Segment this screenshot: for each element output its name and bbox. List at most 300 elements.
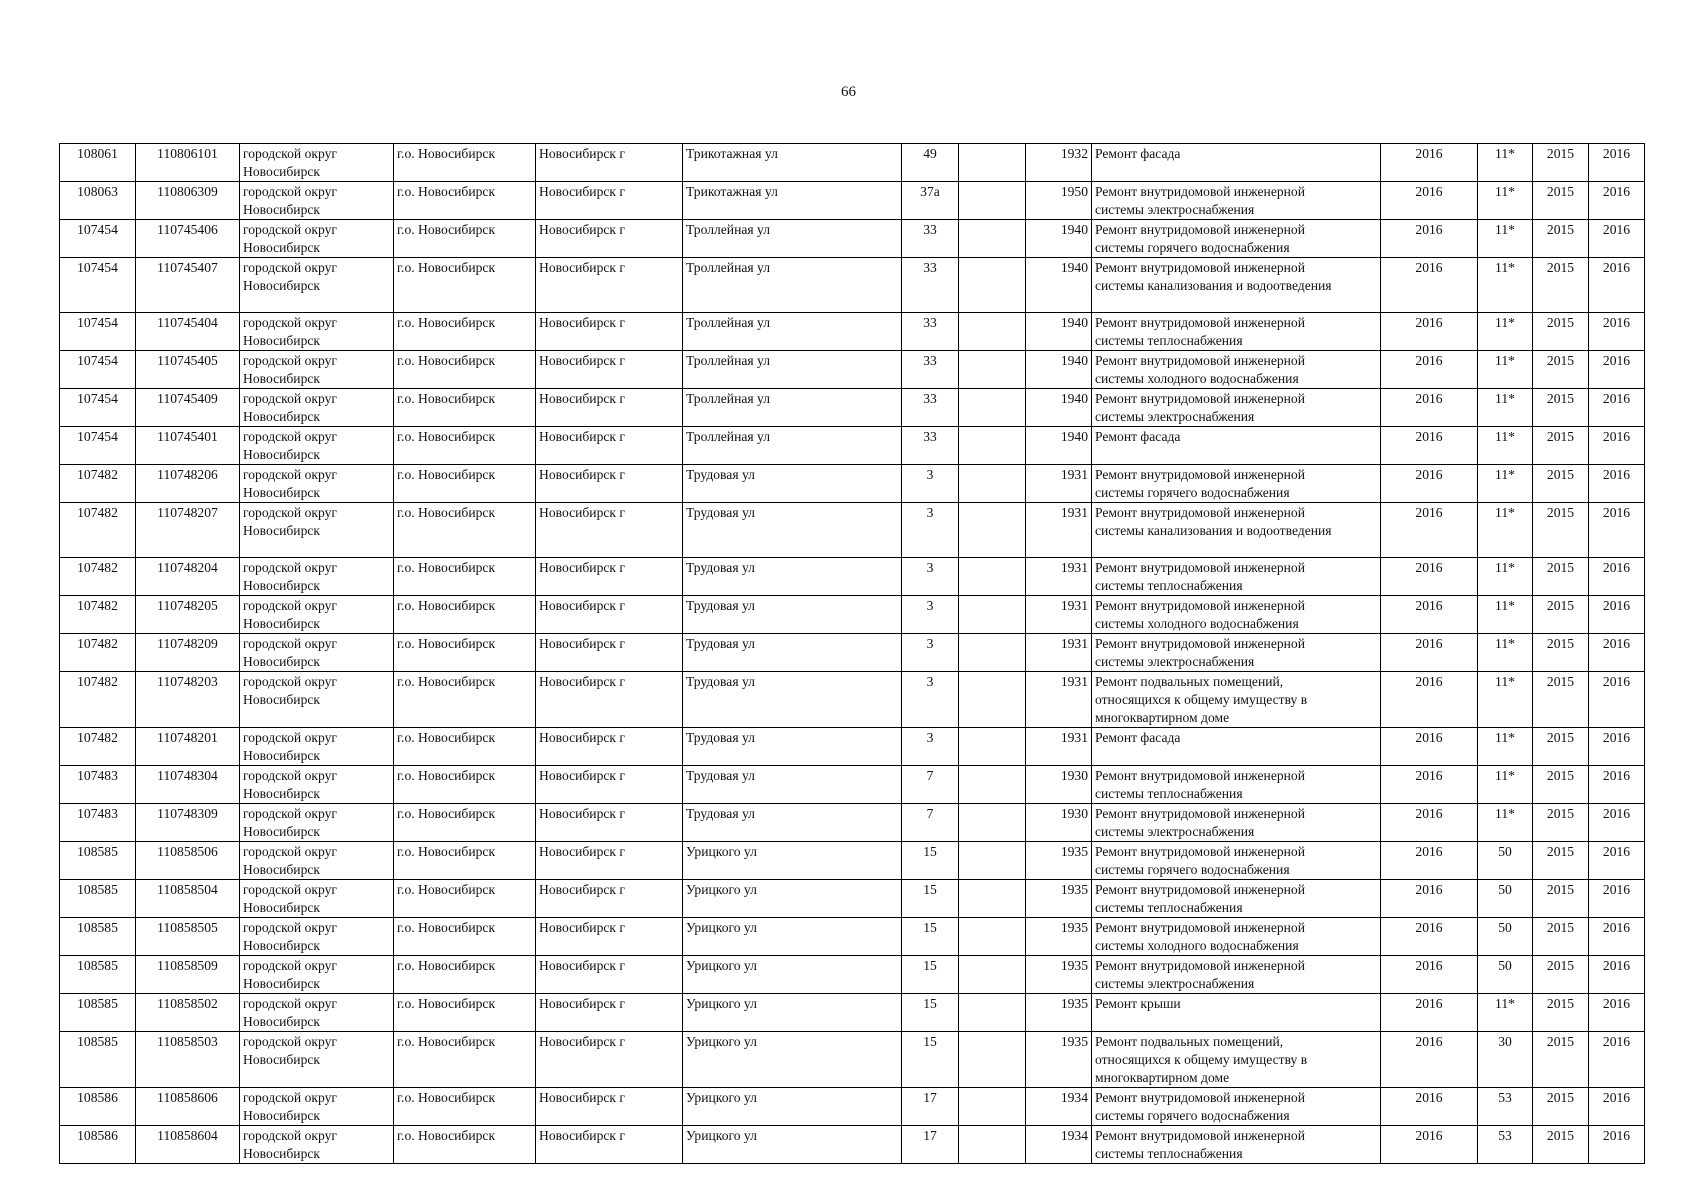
house-id-cell: 107482 (60, 596, 136, 634)
repair-year-cell: 2016 (1381, 1088, 1478, 1126)
work-id-cell: 110745404 (136, 313, 240, 351)
wear-cell: 11* (1478, 994, 1533, 1032)
table-row (60, 258, 1645, 313)
repair-year-cell: 2016 (1381, 880, 1478, 918)
building-cell (959, 634, 1026, 672)
house-id-cell: 107454 (60, 389, 136, 427)
work-type-cell: Ремонт внутридомовой инженерной системы электроснабжения (1092, 956, 1381, 994)
municipality-cell: городской округ Новосибирск (240, 465, 394, 503)
work-type-cell: Ремонт внутридомовой инженерной системы горячего водоснабжения (1092, 220, 1381, 258)
settlement-cell: Новосибирск г (536, 182, 683, 220)
work-id-cell: 110806101 (136, 144, 240, 182)
settlement-cell: Новосибирск г (536, 351, 683, 389)
work-type-cell: Ремонт внутридомовой инженерной системы канализования и водоотведения (1092, 258, 1381, 313)
repair-year-cell: 2016 (1381, 427, 1478, 465)
house-number-cell: 7 (902, 804, 959, 842)
settlement-cell: Новосибирск г (536, 672, 683, 728)
municipality-cell: городской округ Новосибирск (240, 389, 394, 427)
year-to-cell: 2016 (1589, 144, 1645, 182)
street-cell: Трудовая ул (683, 596, 902, 634)
building-cell (959, 182, 1026, 220)
work-type-cell: Ремонт внутридомовой инженерной системы теплоснабжения (1092, 880, 1381, 918)
municipality-cell: городской округ Новосибирск (240, 351, 394, 389)
year-from-cell: 2015 (1533, 427, 1589, 465)
work-id-cell: 110748309 (136, 804, 240, 842)
wear-cell: 50 (1478, 956, 1533, 994)
district-cell: г.о. Новосибирск (394, 842, 536, 880)
street-cell: Троллейная ул (683, 351, 902, 389)
settlement-cell: Новосибирск г (536, 766, 683, 804)
year-built-cell: 1934 (1026, 1126, 1092, 1164)
house-number-cell: 3 (902, 672, 959, 728)
building-cell (959, 918, 1026, 956)
table-row (60, 313, 1645, 351)
house-id-cell: 108585 (60, 842, 136, 880)
district-cell: г.о. Новосибирск (394, 1088, 536, 1126)
work-id-cell: 110858604 (136, 1126, 240, 1164)
table-row (60, 220, 1645, 258)
work-id-cell: 110745406 (136, 220, 240, 258)
municipality-cell: городской округ Новосибирск (240, 503, 394, 558)
building-cell (959, 1088, 1026, 1126)
year-built-cell: 1930 (1026, 804, 1092, 842)
house-number-cell: 3 (902, 596, 959, 634)
table-row (60, 351, 1645, 389)
district-cell: г.о. Новосибирск (394, 956, 536, 994)
street-cell: Урицкого ул (683, 994, 902, 1032)
wear-cell: 53 (1478, 1126, 1533, 1164)
work-id-cell: 110748207 (136, 503, 240, 558)
district-cell: г.о. Новосибирск (394, 880, 536, 918)
building-cell (959, 558, 1026, 596)
settlement-cell: Новосибирск г (536, 842, 683, 880)
municipality-cell: городской округ Новосибирск (240, 596, 394, 634)
page-number: 66 (841, 84, 856, 100)
work-id-cell: 110748205 (136, 596, 240, 634)
settlement-cell: Новосибирск г (536, 503, 683, 558)
year-built-cell: 1935 (1026, 880, 1092, 918)
year-to-cell: 2016 (1589, 313, 1645, 351)
table-row (60, 804, 1645, 842)
district-cell: г.о. Новосибирск (394, 351, 536, 389)
work-type-cell: Ремонт внутридомовой инженерной системы холодного водоснабжения (1092, 918, 1381, 956)
building-cell (959, 842, 1026, 880)
house-id-cell: 108585 (60, 994, 136, 1032)
work-id-cell: 110745407 (136, 258, 240, 313)
street-cell: Трудовая ул (683, 558, 902, 596)
house-number-cell: 15 (902, 1032, 959, 1088)
work-type-cell: Ремонт внутридомовой инженерной системы горячего водоснабжения (1092, 465, 1381, 503)
work-id-cell: 110858506 (136, 842, 240, 880)
year-from-cell: 2015 (1533, 956, 1589, 994)
repair-year-cell: 2016 (1381, 918, 1478, 956)
repair-year-cell: 2016 (1381, 144, 1478, 182)
house-number-cell: 15 (902, 842, 959, 880)
settlement-cell: Новосибирск г (536, 956, 683, 994)
house-id-cell: 108585 (60, 880, 136, 918)
year-to-cell: 2016 (1589, 465, 1645, 503)
building-cell (959, 144, 1026, 182)
table-body (60, 144, 1645, 1164)
table-row (60, 1032, 1645, 1088)
wear-cell: 11* (1478, 728, 1533, 766)
wear-cell: 11* (1478, 144, 1533, 182)
work-type-cell: Ремонт внутридомовой инженерной системы электроснабжения (1092, 804, 1381, 842)
year-built-cell: 1940 (1026, 220, 1092, 258)
municipality-cell: городской округ Новосибирск (240, 144, 394, 182)
wear-cell: 11* (1478, 427, 1533, 465)
house-id-cell: 108585 (60, 918, 136, 956)
settlement-cell: Новосибирск г (536, 144, 683, 182)
work-type-cell: Ремонт внутридомовой инженерной системы холодного водоснабжения (1092, 351, 1381, 389)
year-from-cell: 2015 (1533, 1032, 1589, 1088)
year-to-cell: 2016 (1589, 1032, 1645, 1088)
work-type-cell: Ремонт внутридомовой инженерной системы горячего водоснабжения (1092, 842, 1381, 880)
year-to-cell: 2016 (1589, 1088, 1645, 1126)
table-row (60, 427, 1645, 465)
settlement-cell: Новосибирск г (536, 427, 683, 465)
house-id-cell: 108585 (60, 1032, 136, 1088)
year-to-cell: 2016 (1589, 918, 1645, 956)
street-cell: Троллейная ул (683, 313, 902, 351)
repair-year-cell: 2016 (1381, 994, 1478, 1032)
work-type-cell: Ремонт внутридомовой инженерной системы теплоснабжения (1092, 766, 1381, 804)
municipality-cell: городской округ Новосибирск (240, 956, 394, 994)
work-type-cell: Ремонт внутридомовой инженерной системы электроснабжения (1092, 634, 1381, 672)
year-built-cell: 1935 (1026, 956, 1092, 994)
house-number-cell: 17 (902, 1088, 959, 1126)
year-to-cell: 2016 (1589, 672, 1645, 728)
municipality-cell: городской округ Новосибирск (240, 1088, 394, 1126)
repair-year-cell: 2016 (1381, 842, 1478, 880)
year-built-cell: 1932 (1026, 144, 1092, 182)
house-number-cell: 3 (902, 634, 959, 672)
wear-cell: 11* (1478, 503, 1533, 558)
year-to-cell: 2016 (1589, 634, 1645, 672)
work-type-cell: Ремонт внутридомовой инженерной системы электроснабжения (1092, 182, 1381, 220)
district-cell: г.о. Новосибирск (394, 427, 536, 465)
year-from-cell: 2015 (1533, 994, 1589, 1032)
house-id-cell: 107482 (60, 558, 136, 596)
year-to-cell: 2016 (1589, 728, 1645, 766)
wear-cell: 11* (1478, 351, 1533, 389)
district-cell: г.о. Новосибирск (394, 918, 536, 956)
year-from-cell: 2015 (1533, 389, 1589, 427)
district-cell: г.о. Новосибирск (394, 994, 536, 1032)
work-id-cell: 110858502 (136, 994, 240, 1032)
settlement-cell: Новосибирск г (536, 313, 683, 351)
municipality-cell: городской округ Новосибирск (240, 804, 394, 842)
district-cell: г.о. Новосибирск (394, 672, 536, 728)
year-built-cell: 1935 (1026, 1032, 1092, 1088)
table-row (60, 465, 1645, 503)
municipality-cell: городской округ Новосибирск (240, 994, 394, 1032)
house-id-cell: 108586 (60, 1088, 136, 1126)
district-cell: г.о. Новосибирск (394, 220, 536, 258)
wear-cell: 11* (1478, 313, 1533, 351)
building-cell (959, 465, 1026, 503)
work-id-cell: 110806309 (136, 182, 240, 220)
settlement-cell: Новосибирск г (536, 994, 683, 1032)
year-to-cell: 2016 (1589, 1126, 1645, 1164)
year-from-cell: 2015 (1533, 465, 1589, 503)
district-cell: г.о. Новосибирск (394, 503, 536, 558)
building-cell (959, 351, 1026, 389)
street-cell: Урицкого ул (683, 956, 902, 994)
year-built-cell: 1940 (1026, 313, 1092, 351)
work-id-cell: 110748206 (136, 465, 240, 503)
year-built-cell: 1935 (1026, 994, 1092, 1032)
year-to-cell: 2016 (1589, 427, 1645, 465)
wear-cell: 11* (1478, 596, 1533, 634)
house-number-cell: 33 (902, 389, 959, 427)
house-id-cell: 107482 (60, 634, 136, 672)
house-number-cell: 33 (902, 313, 959, 351)
house-id-cell: 107454 (60, 220, 136, 258)
repair-schedule-table (59, 143, 1645, 1164)
year-to-cell: 2016 (1589, 258, 1645, 313)
building-cell (959, 804, 1026, 842)
district-cell: г.о. Новосибирск (394, 596, 536, 634)
work-type-cell: Ремонт внутридомовой инженерной системы горячего водоснабжения (1092, 1088, 1381, 1126)
building-cell (959, 596, 1026, 634)
street-cell: Трудовая ул (683, 728, 902, 766)
year-from-cell: 2015 (1533, 1088, 1589, 1126)
settlement-cell: Новосибирск г (536, 728, 683, 766)
settlement-cell: Новосибирск г (536, 1088, 683, 1126)
repair-year-cell: 2016 (1381, 558, 1478, 596)
year-to-cell: 2016 (1589, 956, 1645, 994)
year-from-cell: 2015 (1533, 144, 1589, 182)
repair-year-cell: 2016 (1381, 389, 1478, 427)
year-from-cell: 2015 (1533, 503, 1589, 558)
year-built-cell: 1950 (1026, 182, 1092, 220)
work-id-cell: 110748203 (136, 672, 240, 728)
street-cell: Урицкого ул (683, 842, 902, 880)
work-type-cell: Ремонт подвальных помещений, относящихся к общему имуществу в многоквартирном доме (1092, 672, 1381, 728)
street-cell: Урицкого ул (683, 1032, 902, 1088)
building-cell (959, 258, 1026, 313)
house-id-cell: 107482 (60, 465, 136, 503)
street-cell: Трудовая ул (683, 634, 902, 672)
repair-year-cell: 2016 (1381, 351, 1478, 389)
table-row (60, 766, 1645, 804)
house-id-cell: 108061 (60, 144, 136, 182)
building-cell (959, 427, 1026, 465)
year-built-cell: 1931 (1026, 503, 1092, 558)
municipality-cell: городской округ Новосибирск (240, 558, 394, 596)
year-from-cell: 2015 (1533, 182, 1589, 220)
work-type-cell: Ремонт внутридомовой инженерной системы теплоснабжения (1092, 313, 1381, 351)
work-type-cell: Ремонт фасада (1092, 427, 1381, 465)
year-to-cell: 2016 (1589, 558, 1645, 596)
house-number-cell: 17 (902, 1126, 959, 1164)
settlement-cell: Новосибирск г (536, 1032, 683, 1088)
house-number-cell: 3 (902, 503, 959, 558)
repair-year-cell: 2016 (1381, 634, 1478, 672)
municipality-cell: городской округ Новосибирск (240, 220, 394, 258)
house-id-cell: 107482 (60, 503, 136, 558)
year-to-cell: 2016 (1589, 182, 1645, 220)
municipality-cell: городской округ Новосибирск (240, 427, 394, 465)
district-cell: г.о. Новосибирск (394, 182, 536, 220)
table-row (60, 994, 1645, 1032)
year-to-cell: 2016 (1589, 994, 1645, 1032)
house-number-cell: 37а (902, 182, 959, 220)
house-number-cell: 33 (902, 220, 959, 258)
year-built-cell: 1931 (1026, 728, 1092, 766)
district-cell: г.о. Новосибирск (394, 728, 536, 766)
municipality-cell: городской округ Новосибирск (240, 766, 394, 804)
year-to-cell: 2016 (1589, 804, 1645, 842)
building-cell (959, 728, 1026, 766)
year-to-cell: 2016 (1589, 880, 1645, 918)
repair-year-cell: 2016 (1381, 1126, 1478, 1164)
municipality-cell: городской округ Новосибирск (240, 1032, 394, 1088)
work-id-cell: 110858606 (136, 1088, 240, 1126)
municipality-cell: городской округ Новосибирск (240, 258, 394, 313)
year-built-cell: 1940 (1026, 427, 1092, 465)
work-id-cell: 110858509 (136, 956, 240, 994)
table-row (60, 880, 1645, 918)
wear-cell: 11* (1478, 182, 1533, 220)
year-from-cell: 2015 (1533, 220, 1589, 258)
year-from-cell: 2015 (1533, 880, 1589, 918)
house-id-cell: 107483 (60, 766, 136, 804)
street-cell: Трудовая ул (683, 766, 902, 804)
building-cell (959, 503, 1026, 558)
house-id-cell: 107483 (60, 804, 136, 842)
district-cell: г.о. Новосибирск (394, 804, 536, 842)
municipality-cell: городской округ Новосибирск (240, 672, 394, 728)
work-id-cell: 110745405 (136, 351, 240, 389)
year-from-cell: 2015 (1533, 842, 1589, 880)
work-type-cell: Ремонт фасада (1092, 144, 1381, 182)
repair-year-cell: 2016 (1381, 503, 1478, 558)
year-built-cell: 1931 (1026, 465, 1092, 503)
settlement-cell: Новосибирск г (536, 465, 683, 503)
wear-cell: 11* (1478, 634, 1533, 672)
wear-cell: 50 (1478, 880, 1533, 918)
wear-cell: 11* (1478, 258, 1533, 313)
district-cell: г.о. Новосибирск (394, 1032, 536, 1088)
wear-cell: 53 (1478, 1088, 1533, 1126)
building-cell (959, 1126, 1026, 1164)
year-built-cell: 1931 (1026, 634, 1092, 672)
building-cell (959, 313, 1026, 351)
repair-year-cell: 2016 (1381, 182, 1478, 220)
street-cell: Трудовая ул (683, 804, 902, 842)
street-cell: Трудовая ул (683, 465, 902, 503)
year-to-cell: 2016 (1589, 351, 1645, 389)
street-cell: Трудовая ул (683, 672, 902, 728)
year-from-cell: 2015 (1533, 672, 1589, 728)
work-type-cell: Ремонт подвальных помещений, относящихся к общему имуществу в многоквартирном доме (1092, 1032, 1381, 1088)
year-from-cell: 2015 (1533, 313, 1589, 351)
building-cell (959, 220, 1026, 258)
building-cell (959, 880, 1026, 918)
table-row (60, 728, 1645, 766)
building-cell (959, 766, 1026, 804)
settlement-cell: Новосибирск г (536, 596, 683, 634)
year-built-cell: 1931 (1026, 672, 1092, 728)
building-cell (959, 389, 1026, 427)
repair-year-cell: 2016 (1381, 672, 1478, 728)
repair-year-cell: 2016 (1381, 956, 1478, 994)
house-id-cell: 108585 (60, 956, 136, 994)
table-row (60, 956, 1645, 994)
year-from-cell: 2015 (1533, 728, 1589, 766)
year-from-cell: 2015 (1533, 634, 1589, 672)
municipality-cell: городской округ Новосибирск (240, 1126, 394, 1164)
year-from-cell: 2015 (1533, 1126, 1589, 1164)
table-row (60, 182, 1645, 220)
work-id-cell: 110748209 (136, 634, 240, 672)
settlement-cell: Новосибирск г (536, 258, 683, 313)
house-number-cell: 15 (902, 956, 959, 994)
year-from-cell: 2015 (1533, 804, 1589, 842)
work-id-cell: 110748204 (136, 558, 240, 596)
district-cell: г.о. Новосибирск (394, 258, 536, 313)
street-cell: Урицкого ул (683, 1126, 902, 1164)
repair-year-cell: 2016 (1381, 220, 1478, 258)
district-cell: г.о. Новосибирск (394, 144, 536, 182)
district-cell: г.о. Новосибирск (394, 634, 536, 672)
work-id-cell: 110745409 (136, 389, 240, 427)
settlement-cell: Новосибирск г (536, 389, 683, 427)
settlement-cell: Новосибирск г (536, 804, 683, 842)
house-number-cell: 15 (902, 994, 959, 1032)
table-row (60, 558, 1645, 596)
repair-year-cell: 2016 (1381, 1032, 1478, 1088)
building-cell (959, 1032, 1026, 1088)
house-number-cell: 7 (902, 766, 959, 804)
work-id-cell: 110745401 (136, 427, 240, 465)
repair-year-cell: 2016 (1381, 766, 1478, 804)
wear-cell: 11* (1478, 766, 1533, 804)
work-type-cell: Ремонт внутридомовой инженерной системы теплоснабжения (1092, 558, 1381, 596)
year-to-cell: 2016 (1589, 220, 1645, 258)
house-id-cell: 107482 (60, 728, 136, 766)
table-row (60, 596, 1645, 634)
settlement-cell: Новосибирск г (536, 220, 683, 258)
year-built-cell: 1934 (1026, 1088, 1092, 1126)
house-number-cell: 15 (902, 880, 959, 918)
year-built-cell: 1931 (1026, 596, 1092, 634)
settlement-cell: Новосибирск г (536, 918, 683, 956)
year-to-cell: 2016 (1589, 503, 1645, 558)
year-built-cell: 1935 (1026, 918, 1092, 956)
house-id-cell: 107454 (60, 313, 136, 351)
house-number-cell: 15 (902, 918, 959, 956)
table-row (60, 842, 1645, 880)
municipality-cell: городской округ Новосибирск (240, 634, 394, 672)
street-cell: Троллейная ул (683, 389, 902, 427)
year-built-cell: 1940 (1026, 258, 1092, 313)
building-cell (959, 672, 1026, 728)
wear-cell: 11* (1478, 672, 1533, 728)
house-number-cell: 3 (902, 728, 959, 766)
building-cell (959, 994, 1026, 1032)
street-cell: Трикотажная ул (683, 182, 902, 220)
table-row (60, 634, 1645, 672)
table-row (60, 144, 1645, 182)
table-row (60, 1088, 1645, 1126)
municipality-cell: городской округ Новосибирск (240, 880, 394, 918)
house-number-cell: 49 (902, 144, 959, 182)
district-cell: г.о. Новосибирск (394, 558, 536, 596)
year-from-cell: 2015 (1533, 258, 1589, 313)
